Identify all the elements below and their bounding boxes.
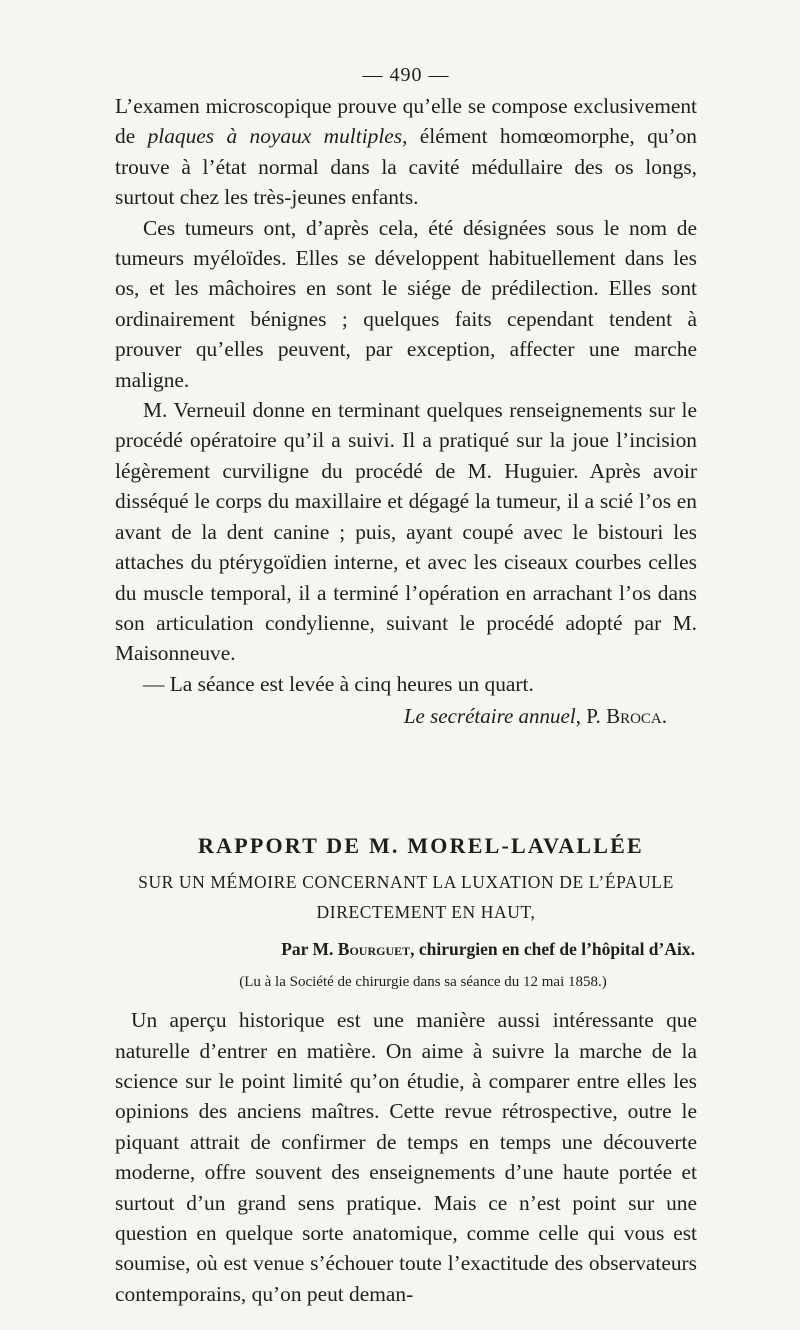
signature-name: Broca. [606,704,667,729]
report-byline [115,939,697,960]
session-closing-line: — La séance est levée à cinq heures un quart. [143,671,534,696]
paragraph-myeloid-tumors: Ces tumeurs ont, d’après cela, été désignées sous le nom de tumeurs myéloïdes. Elles se développent habituellement dans les os, et les mâchoires en sont le siége de prédilection. Elles sont ordinairement bénignes ; quelques faits cependant tendent à prouver qu’elles peuvent, par exception, affecter une marche maligne. [115,215,697,392]
signature-role: Le secrétaire annuel [403,704,576,729]
document-page [115,64,697,1309]
report-subtitle [115,867,697,927]
paragraph-historical-overview: Un aperçu historique est une manière aussi intéressante que naturelle d’entrer en matière. On aime à suivre la marche de la science sur le point limité qu’on étudie, à comparer entre elles les opinions des anciens maîtres. Cette revue rétrospective, outre le piquant attrait de confirmer de temps en temps une découverte moderne, offre souvent des enseignements d’une haute portée et surtout d’un grand sens pratique. Mais ce n’est point sur une question en quelque sorte anatomique, comme celle qui vous est soumise, où est venue s’échouer toute l’exactitude des observateurs contemporains, qu’on peut deman- [115,1008,697,1306]
byline-suffix: , chirurgien en chef de l’hôpital d’Aix. [410,939,695,960]
paragraph-microscopic-exam [115,91,697,213]
report-subtitle-line-2: DIRECTEMENT EN HAUT, [316,902,536,923]
paragraph-verneuil-procedure: M. Verneuil donne en terminant quelques renseignements sur le procédé opératoire qu’il a suivi. Il a pratiqué sur la joue l’incision légèrement curviligne du procédé de M. Huguier. Après avoir disséqué le corps du maxillaire et dégagé la tumeur, il a scié l’os en avant de la dent canine ; puis, ayant coupé avec le bistouri les attaches du ptérygoïdien interne, et avec les ciseaux courbes celles du muscle temporal, il a terminé l’opération en arrachant l’os dans son articulation condylienne, suivant le procédé adopté par M. Maisonneuve. [115,398,697,666]
report-subtitle-line-1: SUR UN MÉMOIRE CONCERNANT LA LUXATION DE L’ÉPAULE [138,872,674,893]
byline-prefix: Par M. [281,939,338,960]
paragraph-1-emphasis: plaques à noyaux multiples [147,124,403,149]
report-title: RAPPORT DE M. MOREL-LAVALLÉE [198,833,644,859]
byline-author: Bourguet [337,939,411,960]
section-spacer [115,731,697,833]
paragraph-1-end: , élément homœomorphe, qu’on trouve à l’état normal dans la cavité médullaire des os longs, surtout chez les très-jeunes enfants. [115,124,697,210]
signature-separator: , P. [575,704,607,729]
signature [115,701,697,731]
paragraph-1-start: L’examen microscopique prouve qu’elle se compose exclusivement de [115,94,697,149]
reading-note: (Lu à la Société de chirurgie dans sa séance du 12 mai 1858.) [239,974,607,991]
page-number: — 490 — [362,64,450,86]
